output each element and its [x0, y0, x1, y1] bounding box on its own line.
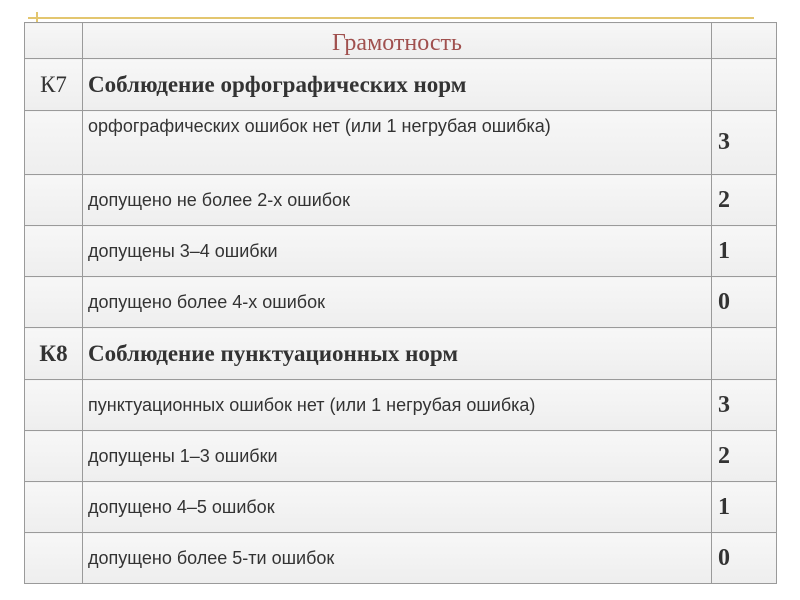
- code-cell-empty: [25, 431, 83, 482]
- criterion-description: допущены 3–4 ошибки: [83, 226, 712, 277]
- section-heading-row: [25, 59, 777, 111]
- table-title-row: [25, 23, 777, 59]
- grading-table: [24, 22, 777, 584]
- criterion-description: орфографических ошибок нет (или 1 негрубая ошибка): [83, 111, 712, 175]
- table-row: [25, 380, 777, 431]
- table-row: [25, 482, 777, 533]
- code-cell-empty: [25, 23, 83, 59]
- score-cell-empty: [712, 59, 777, 111]
- score-cell-empty: [712, 23, 777, 59]
- table-row: [25, 277, 777, 328]
- score-cell-empty: [712, 328, 777, 380]
- table-row: [25, 431, 777, 482]
- table-row: [25, 111, 777, 175]
- criterion-heading: Соблюдение орфографических норм: [83, 59, 712, 111]
- code-cell-empty: [25, 533, 83, 584]
- criterion-score: 0: [712, 533, 777, 584]
- code-cell-empty: [25, 277, 83, 328]
- criterion-score: 2: [712, 431, 777, 482]
- table-row: [25, 226, 777, 277]
- criterion-score: 0: [712, 277, 777, 328]
- criterion-score: 2: [712, 175, 777, 226]
- criterion-description: допущено не более 2-х ошибок: [83, 175, 712, 226]
- criterion-description: допущено 4–5 ошибок: [83, 482, 712, 533]
- criterion-code: К7: [25, 59, 83, 111]
- criterion-score: 3: [712, 380, 777, 431]
- criterion-code: К8: [25, 328, 83, 380]
- table-row: [25, 533, 777, 584]
- criterion-description: допущены 1–3 ошибки: [83, 431, 712, 482]
- table-title: Грамотность: [83, 23, 712, 59]
- code-cell-empty: [25, 226, 83, 277]
- decor-line-top: [28, 17, 754, 19]
- criterion-description: допущено более 5-ти ошибок: [83, 533, 712, 584]
- criterion-description: пунктуационных ошибок нет (или 1 негрубая ошибка): [83, 380, 712, 431]
- criterion-score: 1: [712, 482, 777, 533]
- section-heading-row: [25, 328, 777, 380]
- criterion-score: 1: [712, 226, 777, 277]
- code-cell-empty: [25, 482, 83, 533]
- criterion-score: 3: [712, 111, 777, 175]
- criterion-description: допущено более 4-х ошибок: [83, 277, 712, 328]
- table-row: [25, 175, 777, 226]
- code-cell-empty: [25, 380, 83, 431]
- code-cell-empty: [25, 175, 83, 226]
- code-cell-empty: [25, 111, 83, 175]
- criterion-heading: Соблюдение пунктуационных норм: [83, 328, 712, 380]
